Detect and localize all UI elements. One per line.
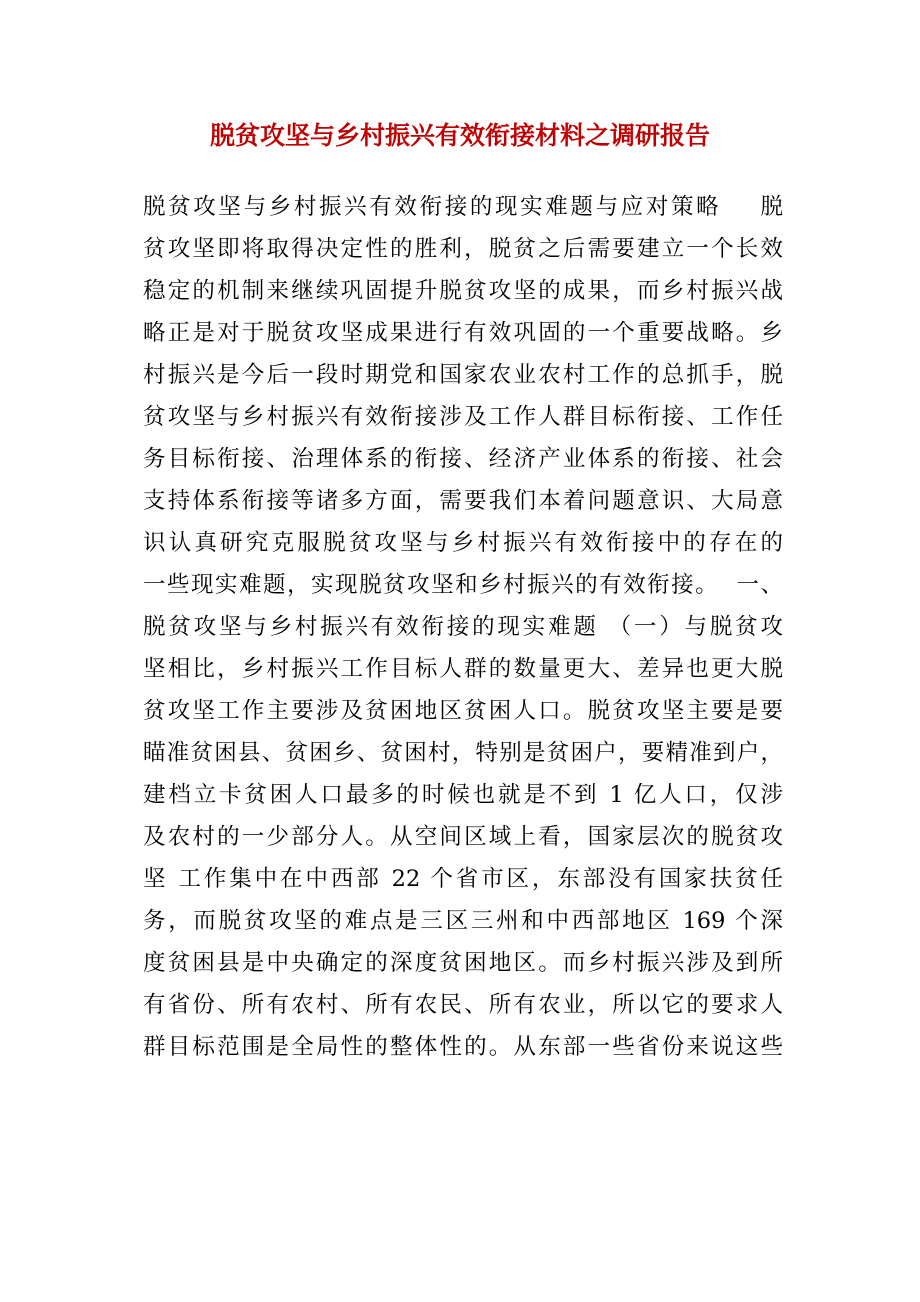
body-line: 建档立卡贫困人口最多的时候也就是不到 1 亿人口，仅涉: [143, 782, 783, 808]
body-line: 群目标范围是全局性的整体性的。从东部一些省份来说这些: [143, 1034, 783, 1060]
body-line: 坚相比，乡村振兴工作目标人群的数量更大、差异也更大脱: [143, 656, 783, 682]
body-line: 贫攻坚即将取得决定性的胜利，脱贫之后需要建立一个长效: [143, 236, 783, 262]
body-line: 稳定的机制来继续巩固提升脱贫攻坚的成果，而乡村振兴战: [143, 278, 783, 304]
body-line: 支持体系衔接等诸多方面，需要我们本着问题意识、大局意: [143, 488, 783, 514]
body-line: 贫攻坚工作主要涉及贫困地区贫困人口。脱贫攻坚主要是要: [143, 698, 783, 724]
body-line: 贫攻坚与乡村振兴有效衔接涉及工作人群目标衔接、工作任: [143, 404, 783, 430]
body-line: 村振兴是今后一段时期党和国家农业农村工作的总抓手，脱: [143, 362, 783, 388]
body-line: 一些现实难题，实现脱贫攻坚和乡村振兴的有效衔接。 一、: [143, 572, 783, 598]
body-line: 略正是对于脱贫攻坚成果进行有效巩固的一个重要战略。乡: [143, 320, 783, 346]
body-line: 及农村的一少部分人。从空间区域上看，国家层次的脱贫攻: [143, 824, 783, 850]
body-line: 识认真研究克服脱贫攻坚与乡村振兴有效衔接中的存在的: [143, 530, 783, 556]
body-line: 坚 工作集中在中西部 22 个省市区，东部没有国家扶贫任: [143, 866, 783, 892]
body-line: 脱贫攻坚与乡村振兴有效衔接的现实难题与应对策略 脱: [143, 194, 783, 220]
document-title: 脱贫攻坚与乡村振兴有效衔接材料之调研报告: [209, 121, 710, 150]
document-body: [143, 186, 783, 1068]
body-line: 务目标衔接、治理体系的衔接、经济产业体系的衔接、社会: [143, 446, 783, 472]
body-line: 瞄准贫困县、贫困乡、贫困村，特别是贫困户，要精准到户，: [143, 740, 783, 766]
body-line: 脱贫攻坚与乡村振兴有效衔接的现实难题 （一）与脱贫攻: [143, 614, 783, 640]
body-line: 度贫困县是中央确定的深度贫困地区。而乡村振兴涉及到所: [143, 950, 783, 976]
body-line: 务，而脱贫攻坚的难点是三区三州和中西部地区 169 个深: [143, 908, 783, 934]
body-line: 有省份、所有农村、所有农民、所有农业，所以它的要求人: [143, 992, 783, 1018]
